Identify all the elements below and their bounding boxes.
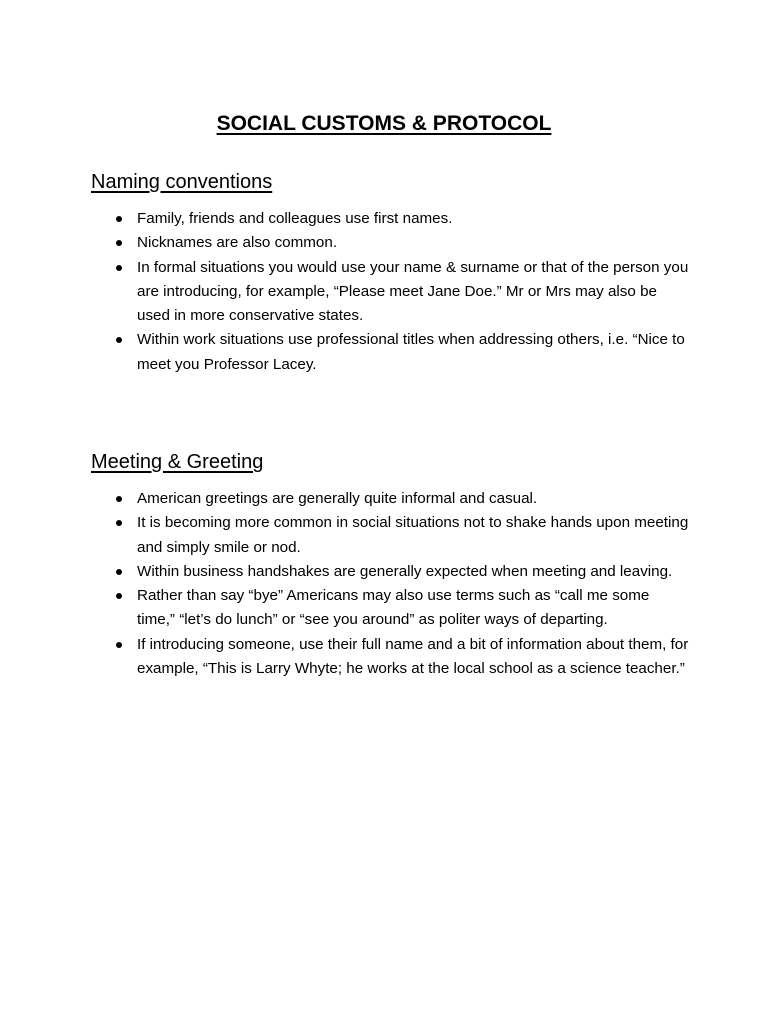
bullet-list [91,487,691,681]
section-meeting-greeting [91,448,691,681]
bullet-icon [116,216,122,222]
list-item [91,328,691,377]
list-item [91,560,691,584]
list-item-text: Within business handshakes are generally expected when meeting and leaving. [137,562,673,580]
list-item [91,487,691,511]
section-heading: Meeting & Greeting [91,451,264,473]
bullet-icon [116,520,122,526]
list-item-text: American greetings are generally quite informal and casual. [137,490,538,507]
bullet-icon [116,337,122,343]
list-item-text: Family, friends and colleagues use first names. [137,210,453,227]
list-item [91,231,691,255]
bullet-icon [116,240,122,246]
list-item [91,511,691,560]
document-title-text: SOCIAL CUSTOMS & PROTOCOL [216,112,552,136]
list-item-text: Rather than say “bye” Americans may also use terms such as “call me some time,” “let’s do lunch” or “see you around” as politer ways of departing. [137,587,650,629]
bullet-icon [116,569,122,575]
list-item-text: Within work situations use professional titles when addressing others, i.e. “Nice to meet you Professor Lacey. [137,331,685,373]
list-item [91,633,691,682]
list-item [91,256,691,329]
bullet-icon [116,642,122,648]
list-item-text: Nicknames are also common. [137,234,338,252]
list-item [91,584,691,633]
list-item [91,207,691,231]
bullet-list [91,207,691,377]
bullet-icon [116,496,122,502]
bullet-icon [116,265,122,271]
list-item-text: In formal situations you would use your name & surname or that of the person you are introducing, for example, “Please meet Jane Doe.” Mr or Mrs may also be used in more conservative states. [137,258,689,325]
list-item-text: If introducing someone, use their full name and a bit of information about them, for example, “This is Larry Whyte; he works at the local school as a science teacher.” [137,635,689,678]
bullet-icon [116,593,122,599]
list-item-text: It is becoming more common in social situations not to shake hands upon meeting and simply smile or nod. [137,514,689,556]
document-title [0,110,768,138]
section-naming-conventions [91,168,691,377]
section-heading: Naming conventions [91,171,273,193]
